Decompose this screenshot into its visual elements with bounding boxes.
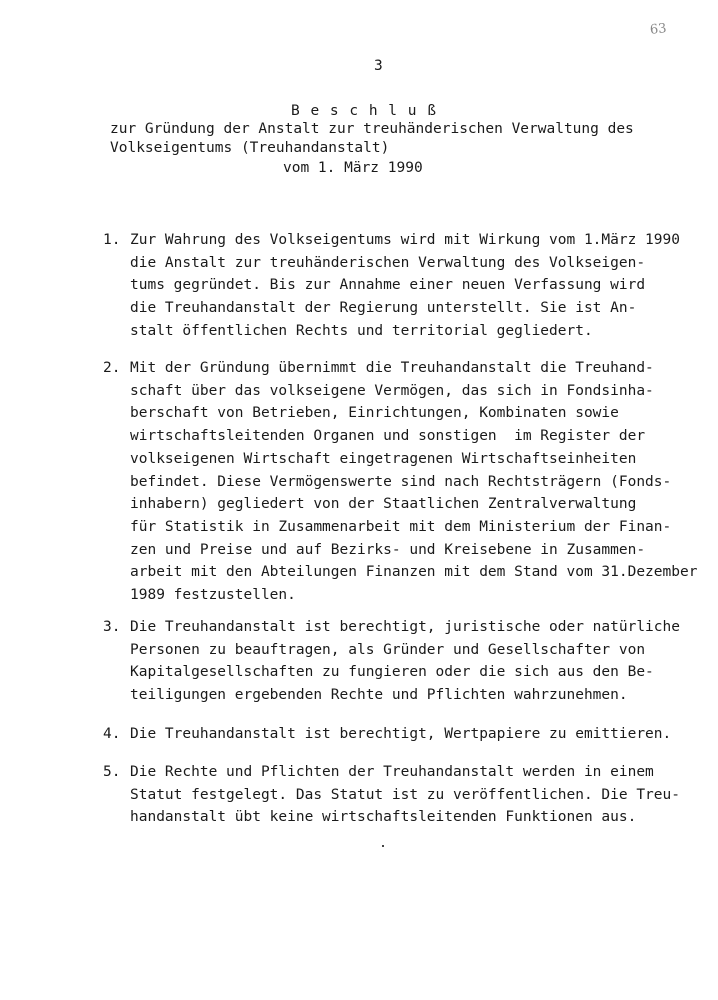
subtitle-line-1: zur Gründung der Anstalt zur treuhänderischen Verwaltung des: [110, 121, 634, 137]
document-title: B e s c h l u ß: [291, 103, 437, 119]
page-number: 3: [374, 58, 383, 74]
subtitle-line-2: Volkseigentums (Treuhandanstalt): [110, 140, 390, 156]
item-text-line: Zur Wahrung des Volkseigentums wird mit Wirkung vom 1.März 1990: [130, 232, 680, 248]
item-text-line: Personen zu beauftragen, als Gründer und Gesellschafter von: [130, 641, 646, 658]
handwritten-page-mark: 63: [649, 21, 668, 38]
document-date: vom 1. März 1990: [283, 160, 423, 176]
item-text-line: befindet. Diese Vermögenswerte sind nach Rechtsträgern (Fonds-: [130, 473, 672, 490]
item-text-line: arbeit mit den Abteilungen Finanzen mit dem Stand vom 31.Dezember: [130, 564, 698, 581]
item-text-line: volkseigenen Wirtschaft eingetragenen Wirtschaftseinheiten: [130, 450, 637, 467]
item-number: 3.: [103, 619, 121, 635]
item-text-line: Die Rechte und Pflichten der Treuhandanstalt werden in einem: [130, 764, 654, 780]
item-text-line: Die Treuhandanstalt ist berechtigt, juristische oder natürliche: [130, 619, 680, 635]
item-text-line: teiligungen ergebenden Rechte und Pflichten wahrzunehmen.: [130, 687, 628, 704]
item-text-line: schaft über das volkseigene Vermögen, das sich in Fondsinha-: [130, 382, 654, 399]
scan-speck: [382, 845, 384, 847]
item-text-line: Kapitalgesellschaften zu fungieren oder die sich aus den Be-: [130, 664, 654, 681]
item-number: 5.: [103, 764, 121, 780]
item-text-line: inhabern) gegliedert von der Staatlichen Zentralverwaltung: [130, 496, 637, 513]
item-text-line: 1989 festzustellen.: [130, 587, 296, 603]
item-number: 1.: [103, 232, 121, 248]
item-number: 2.: [103, 360, 121, 376]
item-text-line: berschaft von Betrieben, Einrichtungen, Kombinaten sowie: [130, 405, 619, 422]
item-text-line: tums gegründet. Bis zur Annahme einer neuen Verfassung wird: [130, 277, 646, 294]
item-text-line: wirtschaftsleitenden Organen und sonstigen im Register der: [130, 428, 646, 445]
item-text-line: Mit der Gründung übernimmt die Treuhandanstalt die Treuhand-: [130, 360, 654, 376]
item-text-line: handanstalt übt keine wirtschaftsleitenden Funktionen aus.: [130, 809, 637, 826]
item-text-line: zen und Preise und auf Bezirks- und Kreisebene in Zusammen-: [130, 541, 646, 558]
item-number: 4.: [103, 726, 121, 742]
item-text-line: Die Treuhandanstalt ist berechtigt, Wertpapiere zu emittieren.: [130, 726, 672, 742]
item-text-line: die Treuhandanstalt der Regierung unterstellt. Sie ist An-: [130, 300, 637, 317]
item-text-line: stalt öffentlichen Rechts und territorial gegliedert.: [130, 322, 593, 339]
item-text-line: Statut festgelegt. Das Statut ist zu veröffentlichen. Die Treu-: [130, 786, 680, 803]
item-text-line: für Statistik in Zusammenarbeit mit dem Ministerium der Finan-: [130, 518, 672, 535]
item-text-line: die Anstalt zur treuhänderischen Verwaltung des Volkseigen-: [130, 254, 646, 271]
